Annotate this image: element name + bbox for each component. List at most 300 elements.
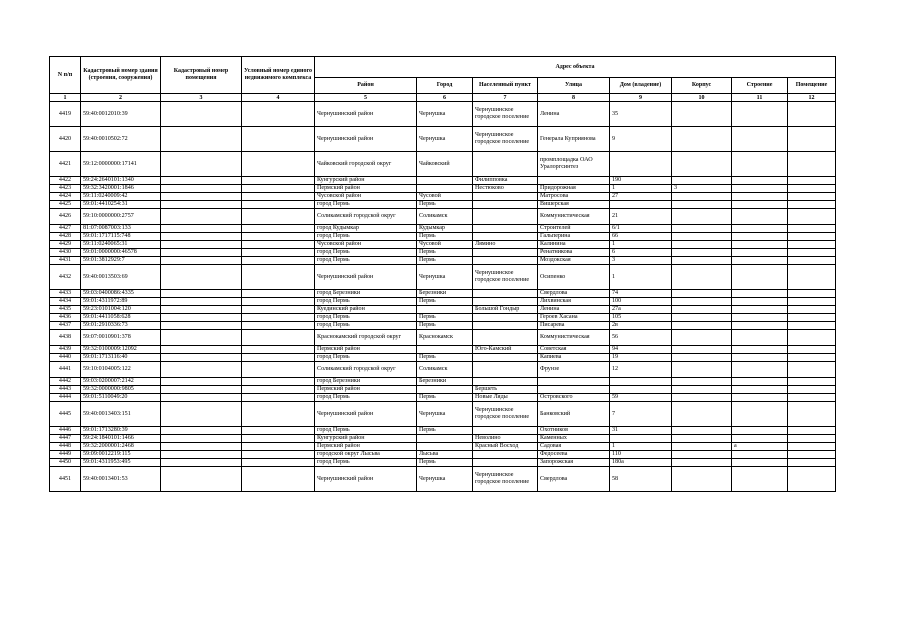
cell-house: 12 xyxy=(610,362,672,378)
cell-settlement: Чернушинское городское поселение xyxy=(473,467,538,492)
cell-city xyxy=(417,346,473,354)
cell-cadastral-room xyxy=(161,330,242,346)
cell-house: 3 xyxy=(610,257,672,265)
cell-cadastral-building: 59:01:4311972:89 xyxy=(81,298,161,306)
cell-num: 4450 xyxy=(50,459,81,467)
cell-num: 4445 xyxy=(50,402,81,427)
cell-room xyxy=(788,177,836,185)
cell-building xyxy=(732,127,788,152)
cell-settlement xyxy=(473,209,538,225)
cell-settlement xyxy=(473,322,538,330)
cell-num: 4434 xyxy=(50,298,81,306)
cell-building xyxy=(732,152,788,177)
cell-cadastral-building: 59:24:2640101:1340 xyxy=(81,177,161,185)
cell-building xyxy=(732,451,788,459)
table-row xyxy=(50,443,836,451)
cell-street: Свердлова xyxy=(538,467,610,492)
cell-num: 4428 xyxy=(50,233,81,241)
cell-cadastral-building: 59:10:0000000:2757 xyxy=(81,209,161,225)
cell-settlement: Чернушинское городское поселение xyxy=(473,102,538,127)
cell-building xyxy=(732,233,788,241)
cell-district: Пермский район xyxy=(315,443,417,451)
cell-house: 59 xyxy=(610,394,672,402)
cell-city: Краснокамск xyxy=(417,330,473,346)
column-number-cell: 8 xyxy=(538,94,610,102)
cell-conditional-number xyxy=(242,427,315,435)
property-address-table xyxy=(49,56,836,492)
cell-building xyxy=(732,427,788,435)
cell-room xyxy=(788,265,836,290)
cell-city: Соликамск xyxy=(417,209,473,225)
cell-room xyxy=(788,257,836,265)
cell-corpus xyxy=(672,394,732,402)
cell-street xyxy=(538,386,610,394)
cell-cadastral-room xyxy=(161,290,242,298)
column-number-cell: 9 xyxy=(610,94,672,102)
cell-settlement: Неволино xyxy=(473,435,538,443)
cell-conditional-number xyxy=(242,241,315,249)
cell-cadastral-building: 59:01:0000000:46578 xyxy=(81,249,161,257)
cell-num: 4420 xyxy=(50,127,81,152)
cell-cadastral-building: 59:40:0012010:39 xyxy=(81,102,161,127)
cell-conditional-number xyxy=(242,290,315,298)
cell-conditional-number xyxy=(242,386,315,394)
cell-cadastral-building: 59:32:3420001:1846 xyxy=(81,185,161,193)
cell-building xyxy=(732,185,788,193)
cell-city: Чусовой xyxy=(417,241,473,249)
cell-cadastral-room xyxy=(161,241,242,249)
cell-building xyxy=(732,402,788,427)
cell-num: 4442 xyxy=(50,378,81,386)
cell-num: 4427 xyxy=(50,225,81,233)
cell-room xyxy=(788,241,836,249)
cell-conditional-number xyxy=(242,354,315,362)
cell-street: Матросова xyxy=(538,193,610,201)
cell-house xyxy=(610,152,672,177)
cell-room xyxy=(788,459,836,467)
cell-corpus xyxy=(672,467,732,492)
cell-building xyxy=(732,362,788,378)
table-row xyxy=(50,362,836,378)
cell-cadastral-room xyxy=(161,257,242,265)
cell-house xyxy=(610,378,672,386)
cell-district: город Березники xyxy=(315,378,417,386)
cell-num: 4443 xyxy=(50,386,81,394)
cell-cadastral-building: 59:40:0013401:53 xyxy=(81,467,161,492)
col-header-num: N п/п xyxy=(50,57,81,94)
col-header-room: Помещение xyxy=(788,78,836,94)
column-number-cell: 5 xyxy=(315,94,417,102)
cell-house: 1 xyxy=(610,185,672,193)
cell-corpus xyxy=(672,152,732,177)
cell-building xyxy=(732,435,788,443)
cell-corpus xyxy=(672,451,732,459)
cell-conditional-number xyxy=(242,193,315,201)
cell-street: Вишерская xyxy=(538,201,610,209)
cell-room xyxy=(788,298,836,306)
cell-city: Пермь xyxy=(417,298,473,306)
cell-cadastral-building: 59:12:0000000:17141 xyxy=(81,152,161,177)
cell-district: город Пермь xyxy=(315,201,417,209)
cell-cadastral-room xyxy=(161,265,242,290)
cell-room xyxy=(788,233,836,241)
cell-conditional-number xyxy=(242,177,315,185)
cell-house: 74 xyxy=(610,290,672,298)
cell-room xyxy=(788,467,836,492)
cell-house: 58 xyxy=(610,467,672,492)
cell-num: 4448 xyxy=(50,443,81,451)
cell-city: Пермь xyxy=(417,322,473,330)
cell-cadastral-room xyxy=(161,225,242,233)
table-row xyxy=(50,451,836,459)
cell-city xyxy=(417,177,473,185)
col-header-corpus: Корпус xyxy=(672,78,732,94)
cell-house: 6 xyxy=(610,249,672,257)
table-row xyxy=(50,290,836,298)
cell-street: Писарева xyxy=(538,322,610,330)
col-header-cadastral-room: Кадастровый номер помещения xyxy=(161,57,242,94)
cell-conditional-number xyxy=(242,225,315,233)
table-row xyxy=(50,185,836,193)
cell-num: 4439 xyxy=(50,346,81,354)
cell-district: город Пермь xyxy=(315,459,417,467)
cell-settlement xyxy=(473,298,538,306)
table-row xyxy=(50,394,836,402)
cell-street: Свердлова xyxy=(538,290,610,298)
cell-settlement xyxy=(473,233,538,241)
cell-city: Пермь xyxy=(417,394,473,402)
cell-building xyxy=(732,225,788,233)
cell-building xyxy=(732,193,788,201)
cell-conditional-number xyxy=(242,362,315,378)
cell-cadastral-building: 59:11:0240009:42 xyxy=(81,193,161,201)
cell-building xyxy=(732,306,788,314)
cell-street: Запорожская xyxy=(538,459,610,467)
cell-corpus xyxy=(672,257,732,265)
cell-corpus xyxy=(672,193,732,201)
cell-conditional-number xyxy=(242,298,315,306)
column-number-cell: 7 xyxy=(473,94,538,102)
col-header-address-group: Адрес объекта xyxy=(315,57,836,78)
cell-room xyxy=(788,249,836,257)
table-row xyxy=(50,330,836,346)
cell-house xyxy=(610,201,672,209)
cell-cadastral-room xyxy=(161,435,242,443)
cell-house: 21 xyxy=(610,209,672,225)
cell-building xyxy=(732,330,788,346)
cell-city: Пермь xyxy=(417,459,473,467)
table-row xyxy=(50,427,836,435)
cell-cadastral-room xyxy=(161,233,242,241)
cell-street: Генерала Куприянова xyxy=(538,127,610,152)
cell-city: Пермь xyxy=(417,249,473,257)
cell-settlement: Чернушинское городское поселение xyxy=(473,402,538,427)
cell-room xyxy=(788,185,836,193)
cell-corpus xyxy=(672,209,732,225)
cell-cadastral-building: 59:01:4411058:628 xyxy=(81,314,161,322)
cell-district: город Пермь xyxy=(315,427,417,435)
cell-settlement xyxy=(473,330,538,346)
column-number-cell: 12 xyxy=(788,94,836,102)
cell-district: Чернушинский район xyxy=(315,467,417,492)
cell-building xyxy=(732,102,788,127)
cell-conditional-number xyxy=(242,467,315,492)
cell-building: а xyxy=(732,443,788,451)
cell-room xyxy=(788,193,836,201)
cell-conditional-number xyxy=(242,127,315,152)
cell-room xyxy=(788,443,836,451)
table-row xyxy=(50,265,836,290)
cell-cadastral-room xyxy=(161,451,242,459)
cell-district: Кунгурский район xyxy=(315,435,417,443)
cell-street: Героев Хасана xyxy=(538,314,610,322)
cell-room xyxy=(788,427,836,435)
cell-settlement xyxy=(473,201,538,209)
cell-street: Придорожная xyxy=(538,185,610,193)
cell-building xyxy=(732,177,788,185)
cell-house: 7 xyxy=(610,402,672,427)
cell-num: 4441 xyxy=(50,362,81,378)
cell-corpus xyxy=(672,378,732,386)
cell-cadastral-room xyxy=(161,322,242,330)
cell-settlement xyxy=(473,378,538,386)
cell-corpus xyxy=(672,427,732,435)
cell-cadastral-room xyxy=(161,346,242,354)
table-row xyxy=(50,467,836,492)
cell-room xyxy=(788,378,836,386)
table-row xyxy=(50,209,836,225)
cell-conditional-number xyxy=(242,233,315,241)
cell-num: 4429 xyxy=(50,241,81,249)
cell-building xyxy=(732,201,788,209)
cell-num: 4440 xyxy=(50,354,81,362)
cell-cadastral-room xyxy=(161,427,242,435)
cell-city: Чернушка xyxy=(417,402,473,427)
cell-city: Березники xyxy=(417,290,473,298)
cell-street: Гальперина xyxy=(538,233,610,241)
cell-room xyxy=(788,330,836,346)
cell-house xyxy=(610,386,672,394)
cell-cadastral-room xyxy=(161,443,242,451)
column-number-cell: 11 xyxy=(732,94,788,102)
cell-house: 35 xyxy=(610,102,672,127)
cell-building xyxy=(732,354,788,362)
cell-building xyxy=(732,314,788,322)
cell-district: город Пермь xyxy=(315,314,417,322)
cell-num: 4435 xyxy=(50,306,81,314)
cell-corpus xyxy=(672,322,732,330)
cell-conditional-number xyxy=(242,209,315,225)
cell-house: 1 xyxy=(610,265,672,290)
cell-district: Краснокамский городской округ xyxy=(315,330,417,346)
cell-conditional-number xyxy=(242,394,315,402)
col-header-street: Улица xyxy=(538,78,610,94)
cell-conditional-number xyxy=(242,152,315,177)
cell-settlement xyxy=(473,257,538,265)
column-number-cell: 10 xyxy=(672,94,732,102)
cell-district: город Пермь xyxy=(315,233,417,241)
cell-city: Соликамск xyxy=(417,362,473,378)
table-row xyxy=(50,435,836,443)
cell-city: Кудымкар xyxy=(417,225,473,233)
table-row xyxy=(50,346,836,354)
cell-settlement: Юго-Камский xyxy=(473,346,538,354)
cell-corpus xyxy=(672,233,732,241)
cell-cadastral-room xyxy=(161,467,242,492)
cell-house: 190 xyxy=(610,177,672,185)
cell-house: 6/1 xyxy=(610,225,672,233)
cell-corpus xyxy=(672,298,732,306)
cell-room xyxy=(788,322,836,330)
cell-city: Чусовой xyxy=(417,193,473,201)
column-number-cell: 6 xyxy=(417,94,473,102)
cell-cadastral-room xyxy=(161,394,242,402)
cell-cadastral-building: 59:01:1713116:40 xyxy=(81,354,161,362)
cell-district: город Березники xyxy=(315,290,417,298)
cell-cadastral-building: 59:01:4410254:31 xyxy=(81,201,161,209)
cell-settlement xyxy=(473,152,538,177)
cell-corpus xyxy=(672,354,732,362)
cell-district: Чернушинский район xyxy=(315,265,417,290)
cell-city xyxy=(417,386,473,394)
table-row xyxy=(50,201,836,209)
table-row xyxy=(50,241,836,249)
cell-num: 4438 xyxy=(50,330,81,346)
cell-cadastral-room xyxy=(161,354,242,362)
cell-settlement: Нестюково xyxy=(473,185,538,193)
cell-district: Пермский район xyxy=(315,386,417,394)
cell-cadastral-room xyxy=(161,193,242,201)
cell-settlement: Лямино xyxy=(473,241,538,249)
table-row xyxy=(50,354,836,362)
cell-num: 4437 xyxy=(50,322,81,330)
cell-cadastral-room xyxy=(161,185,242,193)
cell-cadastral-building: 59:01:3812929:7 xyxy=(81,257,161,265)
cell-street: промплощадка ОАО Уралоргсинтез xyxy=(538,152,610,177)
col-header-conditional-number: Условный номер единого недвижимого комплекса xyxy=(242,57,315,94)
cell-building xyxy=(732,394,788,402)
cell-cadastral-building: 59:10:0104005:122 xyxy=(81,362,161,378)
cell-settlement: Большой Гондыр xyxy=(473,306,538,314)
cell-corpus xyxy=(672,177,732,185)
registry-sheet xyxy=(49,56,836,492)
cell-street: Банковский xyxy=(538,402,610,427)
cell-street: Капиева xyxy=(538,354,610,362)
cell-street: Фрунзе xyxy=(538,362,610,378)
cell-corpus xyxy=(672,314,732,322)
cell-district: Чернушинский район xyxy=(315,402,417,427)
cell-street: Моздокская xyxy=(538,257,610,265)
col-header-settlement: Населенный пункт xyxy=(473,78,538,94)
cell-district: Чернушинский район xyxy=(315,127,417,152)
header-row-1 xyxy=(50,57,836,78)
cell-house: 105 xyxy=(610,314,672,322)
col-header-building: Строение xyxy=(732,78,788,94)
table-row xyxy=(50,459,836,467)
cell-street: Осипенко xyxy=(538,265,610,290)
cell-cadastral-room xyxy=(161,298,242,306)
cell-house: 2в xyxy=(610,322,672,330)
cell-num: 4422 xyxy=(50,177,81,185)
cell-room xyxy=(788,152,836,177)
cell-district: Чайковский городской округ xyxy=(315,152,417,177)
cell-city xyxy=(417,185,473,193)
table-row xyxy=(50,298,836,306)
cell-settlement: Новые Ляды xyxy=(473,394,538,402)
cell-cadastral-room xyxy=(161,314,242,322)
table-row xyxy=(50,127,836,152)
cell-cadastral-building: 59:01:1717115:748 xyxy=(81,233,161,241)
cell-street: Каменных xyxy=(538,435,610,443)
cell-cadastral-building: 59:32:0100009:12092 xyxy=(81,346,161,354)
cell-corpus xyxy=(672,225,732,233)
table-row xyxy=(50,306,836,314)
cell-cadastral-room xyxy=(161,362,242,378)
cell-building xyxy=(732,249,788,257)
cell-room xyxy=(788,225,836,233)
cell-cadastral-building: 59:11:0240065:31 xyxy=(81,241,161,249)
cell-house: 27а xyxy=(610,306,672,314)
cell-cadastral-room xyxy=(161,152,242,177)
cell-corpus xyxy=(672,443,732,451)
cell-settlement xyxy=(473,362,538,378)
cell-num: 4451 xyxy=(50,467,81,492)
cell-corpus xyxy=(672,362,732,378)
cell-settlement xyxy=(473,427,538,435)
table-body xyxy=(50,102,836,492)
cell-city: Пермь xyxy=(417,314,473,322)
cell-street: Садовая xyxy=(538,443,610,451)
cell-city: Чайковский xyxy=(417,152,473,177)
cell-district: городской округ Лысьва xyxy=(315,451,417,459)
cell-room xyxy=(788,201,836,209)
cell-cadastral-room xyxy=(161,127,242,152)
cell-street: Охотников xyxy=(538,427,610,435)
table-row xyxy=(50,402,836,427)
cell-conditional-number xyxy=(242,314,315,322)
cell-building xyxy=(732,265,788,290)
table-row xyxy=(50,249,836,257)
cell-num: 4431 xyxy=(50,257,81,265)
cell-street: Советская xyxy=(538,346,610,354)
table-row xyxy=(50,386,836,394)
cell-building xyxy=(732,298,788,306)
cell-building xyxy=(732,241,788,249)
cell-cadastral-room xyxy=(161,102,242,127)
cell-room xyxy=(788,451,836,459)
column-number-row xyxy=(50,94,836,102)
cell-city: Пермь xyxy=(417,201,473,209)
cell-corpus: 3 xyxy=(672,185,732,193)
cell-city: Пермь xyxy=(417,257,473,265)
cell-cadastral-building: 59:24:1840101:1466 xyxy=(81,435,161,443)
cell-district: Чусовской район xyxy=(315,241,417,249)
cell-cadastral-building: 59:40:0010502:72 xyxy=(81,127,161,152)
cell-room xyxy=(788,354,836,362)
cell-conditional-number xyxy=(242,201,315,209)
cell-city: Чернушка xyxy=(417,265,473,290)
cell-cadastral-building: 59:01:1713280:39 xyxy=(81,427,161,435)
cell-house: 19 xyxy=(610,354,672,362)
cell-conditional-number xyxy=(242,265,315,290)
cell-cadastral-building: 59:01:2910336:73 xyxy=(81,322,161,330)
cell-conditional-number xyxy=(242,451,315,459)
cell-district: Кунгурский район xyxy=(315,177,417,185)
cell-house xyxy=(610,435,672,443)
cell-cadastral-room xyxy=(161,209,242,225)
cell-district: город Пермь xyxy=(315,298,417,306)
cell-conditional-number xyxy=(242,306,315,314)
